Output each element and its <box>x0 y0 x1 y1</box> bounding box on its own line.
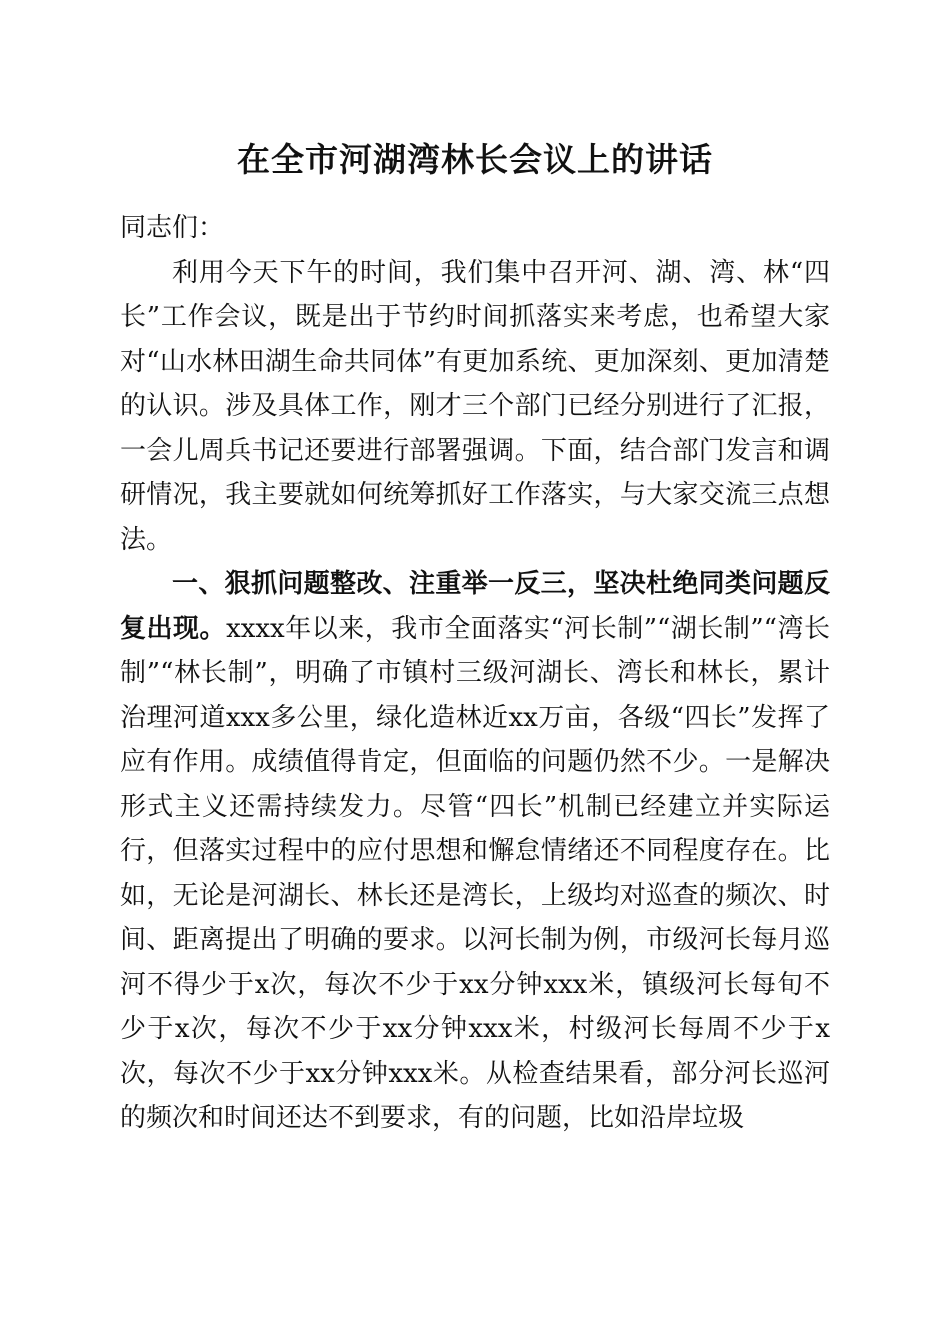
paragraph-section-one <box>120 562 830 1141</box>
paragraph-text: 利用今天下午的时间，我们集中召开河、湖、湾、林“四长”工作会议，既是出于节约时间抓落实来考虑，也希望大家对“山水林田湖生命共同体”有更加系统、更加深刻、更加清楚的认识。涉及具体工作，刚才三个部门已经分别进行了汇报，一会儿周兵书记还要进行部署强调。下面，结合部门发言和调研情况，我主要就如何统筹抓好工作落实，与大家交流三点想法。 <box>120 257 830 555</box>
paragraph-intro <box>120 251 830 563</box>
paragraph-text: xxxx年以来，我市全面落实“河长制”“湖长制”“湾长制”“林长制”，明确了市镇村三级河湖长、湾长和林长，累计治理河道xxx多公里，绿化造林近xx万亩，各级“四长”发挥了应有作用。成绩值得肯定，但面临的问题仍然不少。一是解决形式主义还需持续发力。尽管“四长”机制已经建立并实际运行，但落实过程中的应付思想和懈怠情绪还不同程度存在。比如，无论是河湖长、林长还是湾长，上级均对巡查的频次、时间、距离提出了明确的要求。以河长制为例，市级河长每月巡河不得少于x次，每次不少于xx分钟xxx米，镇级河长每旬不少于x次，每次不少于xx分钟xxx米，村级河长每周不少于x次，每次不少于xx分钟xxx米。从检查结果看，部分河长巡河的频次和时间还达不到要求，有的问题，比如沿岸垃圾 <box>120 613 830 1133</box>
salutation: 同志们： <box>120 213 225 243</box>
document-body <box>120 206 830 1141</box>
section-heading: 一、狠抓问题整改、注重举一反三，坚决杜绝同类问题反复出现。 <box>120 569 830 644</box>
document-title: 在全市河湖湾林长会议上的讲话 <box>237 140 713 179</box>
